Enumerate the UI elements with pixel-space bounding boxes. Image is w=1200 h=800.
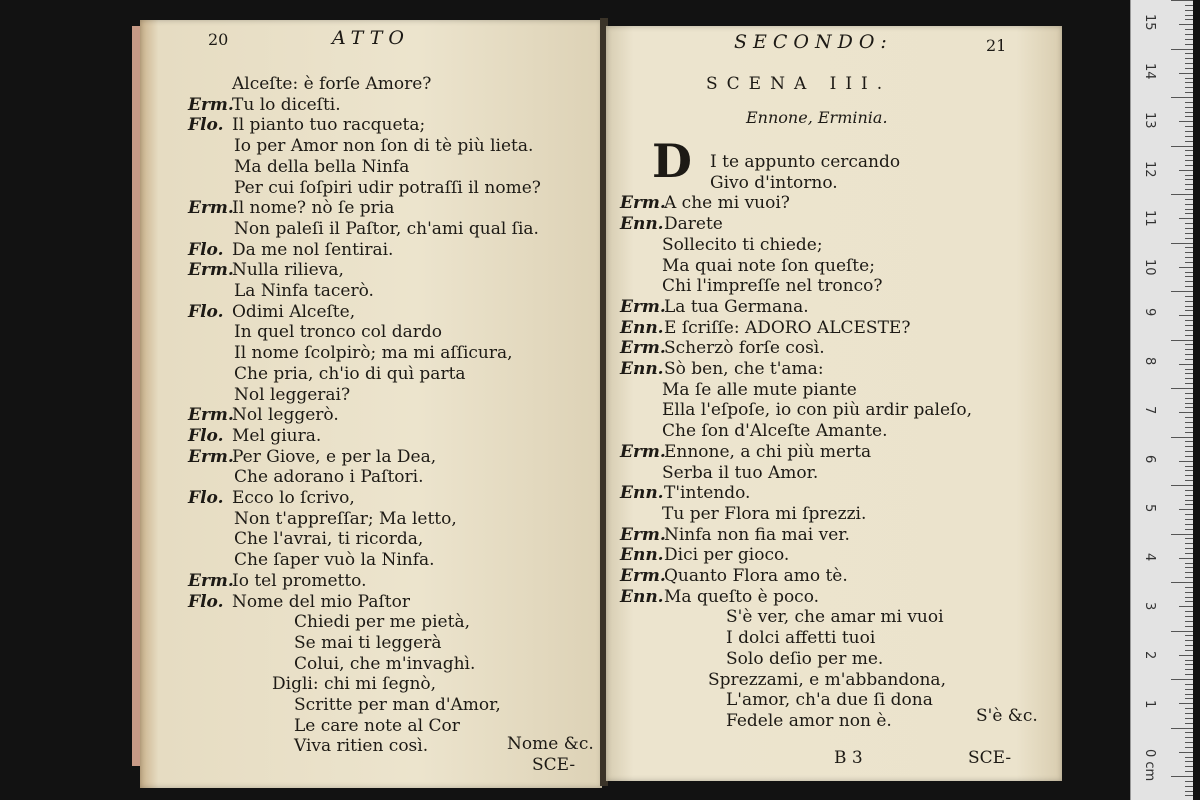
verse-line: Darete (664, 214, 723, 235)
ruler-tick (1185, 563, 1193, 564)
verse-line: Dici per gioco. (664, 545, 790, 566)
verse-line: Ecco lo ſcrivo, (232, 488, 355, 508)
ruler-tick (1185, 504, 1193, 505)
ruler-tick (1185, 344, 1193, 345)
ruler-tick (1185, 165, 1193, 166)
ruler-tick (1185, 58, 1193, 59)
ruler-tick (1171, 243, 1193, 244)
ruler-tick (1185, 747, 1193, 748)
ruler-tick (1171, 194, 1193, 195)
speaker-label: Erm. (620, 193, 666, 214)
speaker-label: Erm. (188, 94, 234, 115)
ruler-tick (1185, 136, 1193, 137)
verse-line: Scritte per man d'Amor, (294, 695, 501, 715)
speaker-label: Flo. (188, 488, 224, 508)
speaker-label: Enn. (620, 586, 664, 607)
verse-line: Serba il tuo Amor. (662, 462, 819, 483)
ruler-tick (1185, 519, 1193, 520)
right-aria-ref: S'è &c. (976, 706, 1038, 726)
left-running-head: ATTO (332, 27, 410, 49)
ruler-tick (1185, 660, 1193, 661)
ruler-tick (1185, 781, 1193, 782)
ruler-tick (1185, 771, 1193, 772)
ruler-tick (1185, 548, 1193, 549)
ruler-tick (1185, 713, 1193, 714)
speaker-label: Erm. (620, 296, 666, 317)
ruler-tick (1185, 19, 1193, 20)
ruler-tick (1185, 757, 1193, 758)
speaker-label: Flo. (188, 239, 224, 260)
speaker-label: Enn. (620, 359, 664, 379)
verse-line: In quel tronco col dardo (234, 322, 442, 343)
ruler-tick (1185, 538, 1193, 539)
ruler-number: 8 (1142, 357, 1157, 366)
verse-line: Io tel prometto. (232, 570, 367, 591)
ruler-tick (1185, 184, 1193, 185)
speaker-label: Erm. (188, 570, 234, 591)
ruler-tick (1185, 228, 1193, 229)
ruler-tick (1185, 306, 1193, 307)
verse-line: Sò ben, che t'ama: (664, 359, 824, 379)
verse-line: Nome del mio Paſtor (232, 591, 410, 612)
verse-line: Tu per Flora mi ſprezzi. (662, 503, 867, 524)
verse-line: Solo deſio per me. (726, 648, 884, 669)
ruler-tick (1185, 126, 1193, 127)
ruler-tick (1185, 597, 1193, 598)
speaker-label: Flo. (188, 301, 224, 322)
verse-line: Tu lo diceſti. (232, 94, 341, 115)
ruler-tick (1185, 92, 1193, 93)
verse-line: Da me nol ſentirai. (232, 239, 394, 260)
verse-line: Nol leggerai? (234, 384, 351, 405)
ruler-tick (1179, 24, 1193, 25)
ruler-tick (1185, 495, 1193, 496)
ruler-tick (1171, 49, 1193, 50)
ruler-tick (1185, 645, 1193, 646)
ruler-tick (1171, 291, 1193, 292)
ruler-tick (1185, 742, 1193, 743)
verse-line: Fedele amor non è. (726, 710, 892, 731)
ruler-number: 3 (1142, 602, 1157, 611)
open-book (140, 12, 1065, 780)
verse-line: S'è ver, che amar mi vuoi (726, 607, 944, 628)
ruler-tick (1179, 558, 1193, 559)
right-page-number: 21 (986, 36, 1007, 55)
verse-line: Ma della bella Ninfa (234, 156, 410, 177)
verse-line: La tua Germana. (664, 296, 809, 317)
speaker-label: Erm. (620, 566, 666, 586)
ruler-tick (1185, 233, 1193, 234)
ruler-tick (1185, 432, 1193, 433)
ruler-tick (1185, 373, 1193, 374)
ruler-tick (1171, 679, 1193, 680)
ruler-number: 6 (1142, 455, 1157, 464)
ruler-tick (1185, 223, 1193, 224)
ruler-number: 15 (1142, 14, 1157, 31)
verse-line: Che ſaper vuò la Ninfa. (234, 550, 435, 571)
verse-line: Alceſte: è forſe Amore? (232, 74, 432, 94)
ruler-tick (1171, 728, 1193, 729)
ruler-tick (1185, 407, 1193, 408)
ruler-tick (1185, 78, 1193, 79)
verse-line: Ma ſe alle mute piante (662, 379, 857, 400)
ruler-tick (1185, 160, 1193, 161)
ruler-tick (1171, 631, 1193, 632)
verse-line: Givo d'intorno. (710, 172, 838, 193)
verse-line: Odimi Alceſte, (232, 301, 356, 322)
ruler-tick (1185, 684, 1193, 685)
ruler-tick (1185, 63, 1193, 64)
ruler-tick (1185, 238, 1193, 239)
ruler-tick (1185, 451, 1193, 452)
ruler-tick (1185, 131, 1193, 132)
verse-line: Viva ritien così. (294, 736, 429, 757)
ruler-tick (1185, 466, 1193, 467)
ruler-tick (1171, 146, 1193, 147)
verse-line: I te appunto cercando (710, 152, 901, 172)
ruler-tick (1185, 529, 1193, 530)
ruler-tick (1185, 689, 1193, 690)
ruler-tick (1185, 262, 1193, 263)
ruler-tick (1185, 53, 1193, 54)
verse-line: Che pria, ch'io di quì parta (234, 363, 466, 384)
verse-line: Digli: chi mi ſegnò, (272, 674, 437, 695)
ruler-tick (1185, 150, 1193, 151)
speaker-label: Erm. (188, 446, 234, 467)
verse-line: Per Giove, e per la Dea, (232, 446, 437, 467)
ruler-tick (1185, 417, 1193, 418)
ruler-tick (1185, 204, 1193, 205)
verse-line: Non t'appreſſar; Ma letto, (234, 508, 457, 529)
speaker-label: Erm. (188, 198, 234, 219)
ruler-tick (1185, 567, 1193, 568)
ruler-tick (1185, 29, 1193, 30)
ruler-tick (1185, 252, 1193, 253)
ruler-tick (1185, 213, 1193, 214)
ruler-tick (1185, 766, 1193, 767)
verse-line: Se mai ti leggerà (294, 632, 442, 653)
ruler-tick (1185, 5, 1193, 6)
ruler-tick (1185, 112, 1193, 113)
ruler-tick (1179, 509, 1193, 510)
verse-line: I dolci affetti tuoi (726, 628, 876, 649)
ruler-tick (1185, 15, 1193, 16)
ruler-tick (1171, 534, 1193, 535)
ruler-tick (1185, 732, 1193, 733)
ruler-tick (1179, 655, 1193, 656)
ruler-tick (1185, 281, 1193, 282)
ruler-tick (1185, 791, 1193, 792)
verse-line: Il pianto tuo racqueta; (232, 115, 426, 136)
verse-line: Nulla rilieva, (232, 260, 344, 281)
verse-line: Colui, che m'invaghì. (294, 653, 476, 674)
speaker-label: Flo. (188, 425, 224, 446)
ruler-tick (1185, 102, 1193, 103)
ruler-tick (1185, 398, 1193, 399)
ruler-tick (1185, 349, 1193, 350)
ruler-tick (1185, 572, 1193, 573)
ruler-tick (1179, 461, 1193, 462)
ruler-tick (1185, 723, 1193, 724)
ruler-tick (1185, 635, 1193, 636)
speaker-label: Enn. (620, 483, 664, 504)
speaker-label: Erm. (620, 338, 666, 359)
ruler-tick (1185, 737, 1193, 738)
ruler-tick (1179, 218, 1193, 219)
left-aria-ref: Nome &c. (507, 734, 594, 754)
ruler-tick (1185, 470, 1193, 471)
ruler-tick (1185, 276, 1193, 277)
ruler-tick (1185, 325, 1193, 326)
ruler-tick (1185, 34, 1193, 35)
ruler-tick (1179, 315, 1193, 316)
ruler-tick (1171, 340, 1193, 341)
ruler-tick (1185, 335, 1193, 336)
ruler-tick (1171, 485, 1193, 486)
ruler-tick (1185, 587, 1193, 588)
verse-line: L'amor, ch'a due ſi dona (726, 690, 933, 711)
ruler-tick (1171, 776, 1193, 777)
speaker-label: Enn. (620, 214, 664, 235)
ruler-tick (1185, 330, 1193, 331)
ruler-tick (1171, 388, 1193, 389)
ruler-tick (1185, 82, 1193, 83)
verse-line: Quanto Flora amo tè. (664, 566, 848, 586)
ruler-number: 12 (1142, 161, 1157, 178)
ruler-tick (1185, 664, 1193, 665)
ruler-number: 7 (1142, 406, 1157, 415)
ruler-tick (1185, 257, 1193, 258)
ruler-tick (1171, 437, 1193, 438)
verse-line: Che adorano i Paſtori. (234, 467, 424, 488)
ruler-number: 10 (1142, 259, 1157, 276)
ruler-tick (1185, 446, 1193, 447)
ruler-number: 5 (1142, 504, 1157, 513)
speaker-label: Flo. (188, 115, 224, 136)
ruler-number: 0 cm (1142, 749, 1157, 782)
ruler-tick (1185, 199, 1193, 200)
ruler-tick (1171, 97, 1193, 98)
ruler-tick (1185, 272, 1193, 273)
verse-line: Sprezzami, e m'abbandona, (708, 669, 946, 690)
verse-line: Ninfa non fia mai ver. (664, 524, 850, 545)
ruler-tick (1185, 354, 1193, 355)
verse-line: Che ſon d'Alceſte Amante. (662, 421, 888, 442)
speaker-label: Enn. (620, 317, 664, 338)
ruler-tick (1185, 475, 1193, 476)
ruler-tick (1185, 44, 1193, 45)
left-catchword: SCE- (532, 755, 576, 775)
ruler-tick (1185, 320, 1193, 321)
verse-line: Nol leggerò. (232, 405, 339, 426)
ruler-tick (1185, 543, 1193, 544)
ruler-tick (1185, 611, 1193, 612)
ruler-tick (1179, 606, 1193, 607)
ruler-number: 11 (1142, 210, 1157, 227)
ruler-tick (1185, 383, 1193, 384)
drop-cap: D (652, 134, 692, 188)
verse-line: Che l'avrai, ti ricorda, (234, 529, 424, 550)
ruler-tick (1185, 310, 1193, 311)
verse-line: Il nome ſcolpirò; ma mi aſſicura, (234, 343, 513, 364)
right-running-head: SECONDO: (734, 31, 893, 53)
ruler-tick (1185, 296, 1193, 297)
ruler-tick (1179, 703, 1193, 704)
signature-mark: B 3 (834, 748, 863, 768)
ruler-tick (1185, 553, 1193, 554)
ruler-number: 14 (1142, 63, 1157, 80)
ruler-number: 13 (1142, 112, 1157, 129)
ruler-tick (1185, 621, 1193, 622)
measurement-ruler (1130, 0, 1193, 800)
ruler-tick (1185, 698, 1193, 699)
ruler-tick (1185, 378, 1193, 379)
ruler-tick (1185, 490, 1193, 491)
ruler-tick (1185, 650, 1193, 651)
ruler-tick (1185, 301, 1193, 302)
ruler-number: 4 (1142, 553, 1157, 562)
ruler-tick (1185, 441, 1193, 442)
verse-line: Scherzò forſe così. (664, 338, 825, 359)
speaker-label: Erm. (188, 260, 234, 281)
left-page (140, 20, 602, 788)
ruler-tick (1185, 68, 1193, 69)
left-page-number: 20 (208, 30, 229, 49)
ruler-tick (1185, 708, 1193, 709)
ruler-tick (1185, 39, 1193, 40)
ruler-tick (1179, 121, 1193, 122)
ruler-tick (1185, 524, 1193, 525)
ruler-tick (1179, 267, 1193, 268)
ruler-tick (1185, 155, 1193, 156)
verse-line: La Ninfa tacerò. (234, 281, 374, 301)
ruler-tick (1185, 694, 1193, 695)
verse-line: Chi l'impreſſe nel tronco? (662, 276, 883, 297)
verse-line: Ella l'eſpoſe, io con più ardir paleſo, (662, 400, 972, 421)
ruler-tick (1185, 592, 1193, 593)
ruler-tick (1179, 364, 1193, 365)
verse-line: Per cui ſoſpiri udir potraſſi il nome? (234, 177, 541, 198)
verse-line: Ma quai note ſon queſte; (662, 255, 875, 276)
ruler-tick (1185, 456, 1193, 457)
ruler-tick (1185, 480, 1193, 481)
ruler-tick (1185, 286, 1193, 287)
ruler-tick (1185, 393, 1193, 394)
ruler-tick (1185, 369, 1193, 370)
ruler-tick (1185, 247, 1193, 248)
verse-line: Io per Amor non ſon di tè più lieta. (234, 136, 534, 157)
speaker-label: Erm. (620, 524, 666, 545)
right-catchword: SCE- (968, 748, 1012, 768)
verse-line: Chiedi per me pietà, (294, 612, 470, 633)
verse-line: Il nome? nò ſe pria (232, 198, 395, 219)
ruler-number: 9 (1142, 308, 1157, 317)
ruler-tick (1185, 669, 1193, 670)
ruler-tick (1185, 179, 1193, 180)
ruler-tick (1185, 87, 1193, 88)
ruler-tick (1185, 422, 1193, 423)
ruler-tick (1185, 786, 1193, 787)
ruler-tick (1171, 0, 1193, 1)
ruler-tick (1185, 116, 1193, 117)
ruler-tick (1185, 209, 1193, 210)
ruler-tick (1185, 616, 1193, 617)
verse-line: A che mi vuoi? (664, 193, 790, 214)
ruler-tick (1185, 107, 1193, 108)
ruler-tick (1185, 795, 1193, 796)
ruler-tick (1185, 175, 1193, 176)
verse-line: Non paleſi il Paſtor, ch'ami qual ſia. (234, 218, 539, 239)
verse-line: E ſcriſſe: ADORO ALCESTE? (664, 317, 911, 338)
speaker-label: Enn. (620, 545, 664, 566)
speaker-label: Erm. (188, 405, 234, 426)
verse-line: Sollecito ti chiede; (662, 234, 823, 255)
ruler-tick (1185, 640, 1193, 641)
verse-line: Le care note al Cor (294, 715, 460, 736)
ruler-tick (1185, 10, 1193, 11)
verse-line: Ma queſto è poco. (664, 586, 820, 607)
ruler-tick (1179, 412, 1193, 413)
ruler-tick (1185, 577, 1193, 578)
ruler-tick (1185, 359, 1193, 360)
ruler-tick (1185, 141, 1193, 142)
ruler-tick (1185, 514, 1193, 515)
ruler-tick (1185, 403, 1193, 404)
ruler-tick (1185, 601, 1193, 602)
ruler-tick (1185, 674, 1193, 675)
ruler-tick (1179, 752, 1193, 753)
verse-line: Ennone, a chi più merta (664, 441, 872, 462)
ruler-tick (1185, 761, 1193, 762)
ruler-number: 1 (1142, 700, 1157, 709)
right-page (606, 26, 1062, 781)
verse-line: Mel giura. (232, 425, 322, 446)
ruler-tick (1185, 427, 1193, 428)
ruler-tick (1179, 73, 1193, 74)
ruler-tick (1185, 500, 1193, 501)
verse-line: T'intendo. (664, 483, 751, 504)
scene-cast: Ennone, Erminia. (746, 108, 888, 127)
ruler-tick (1185, 189, 1193, 190)
ruler-tick (1185, 626, 1193, 627)
scene-title: SCENA III. (706, 74, 892, 94)
speaker-label: Flo. (188, 591, 224, 612)
ruler-tick (1185, 718, 1193, 719)
ruler-number: 2 (1142, 651, 1157, 660)
speaker-label: Erm. (620, 441, 666, 462)
ruler-tick (1179, 170, 1193, 171)
ruler-tick (1171, 582, 1193, 583)
